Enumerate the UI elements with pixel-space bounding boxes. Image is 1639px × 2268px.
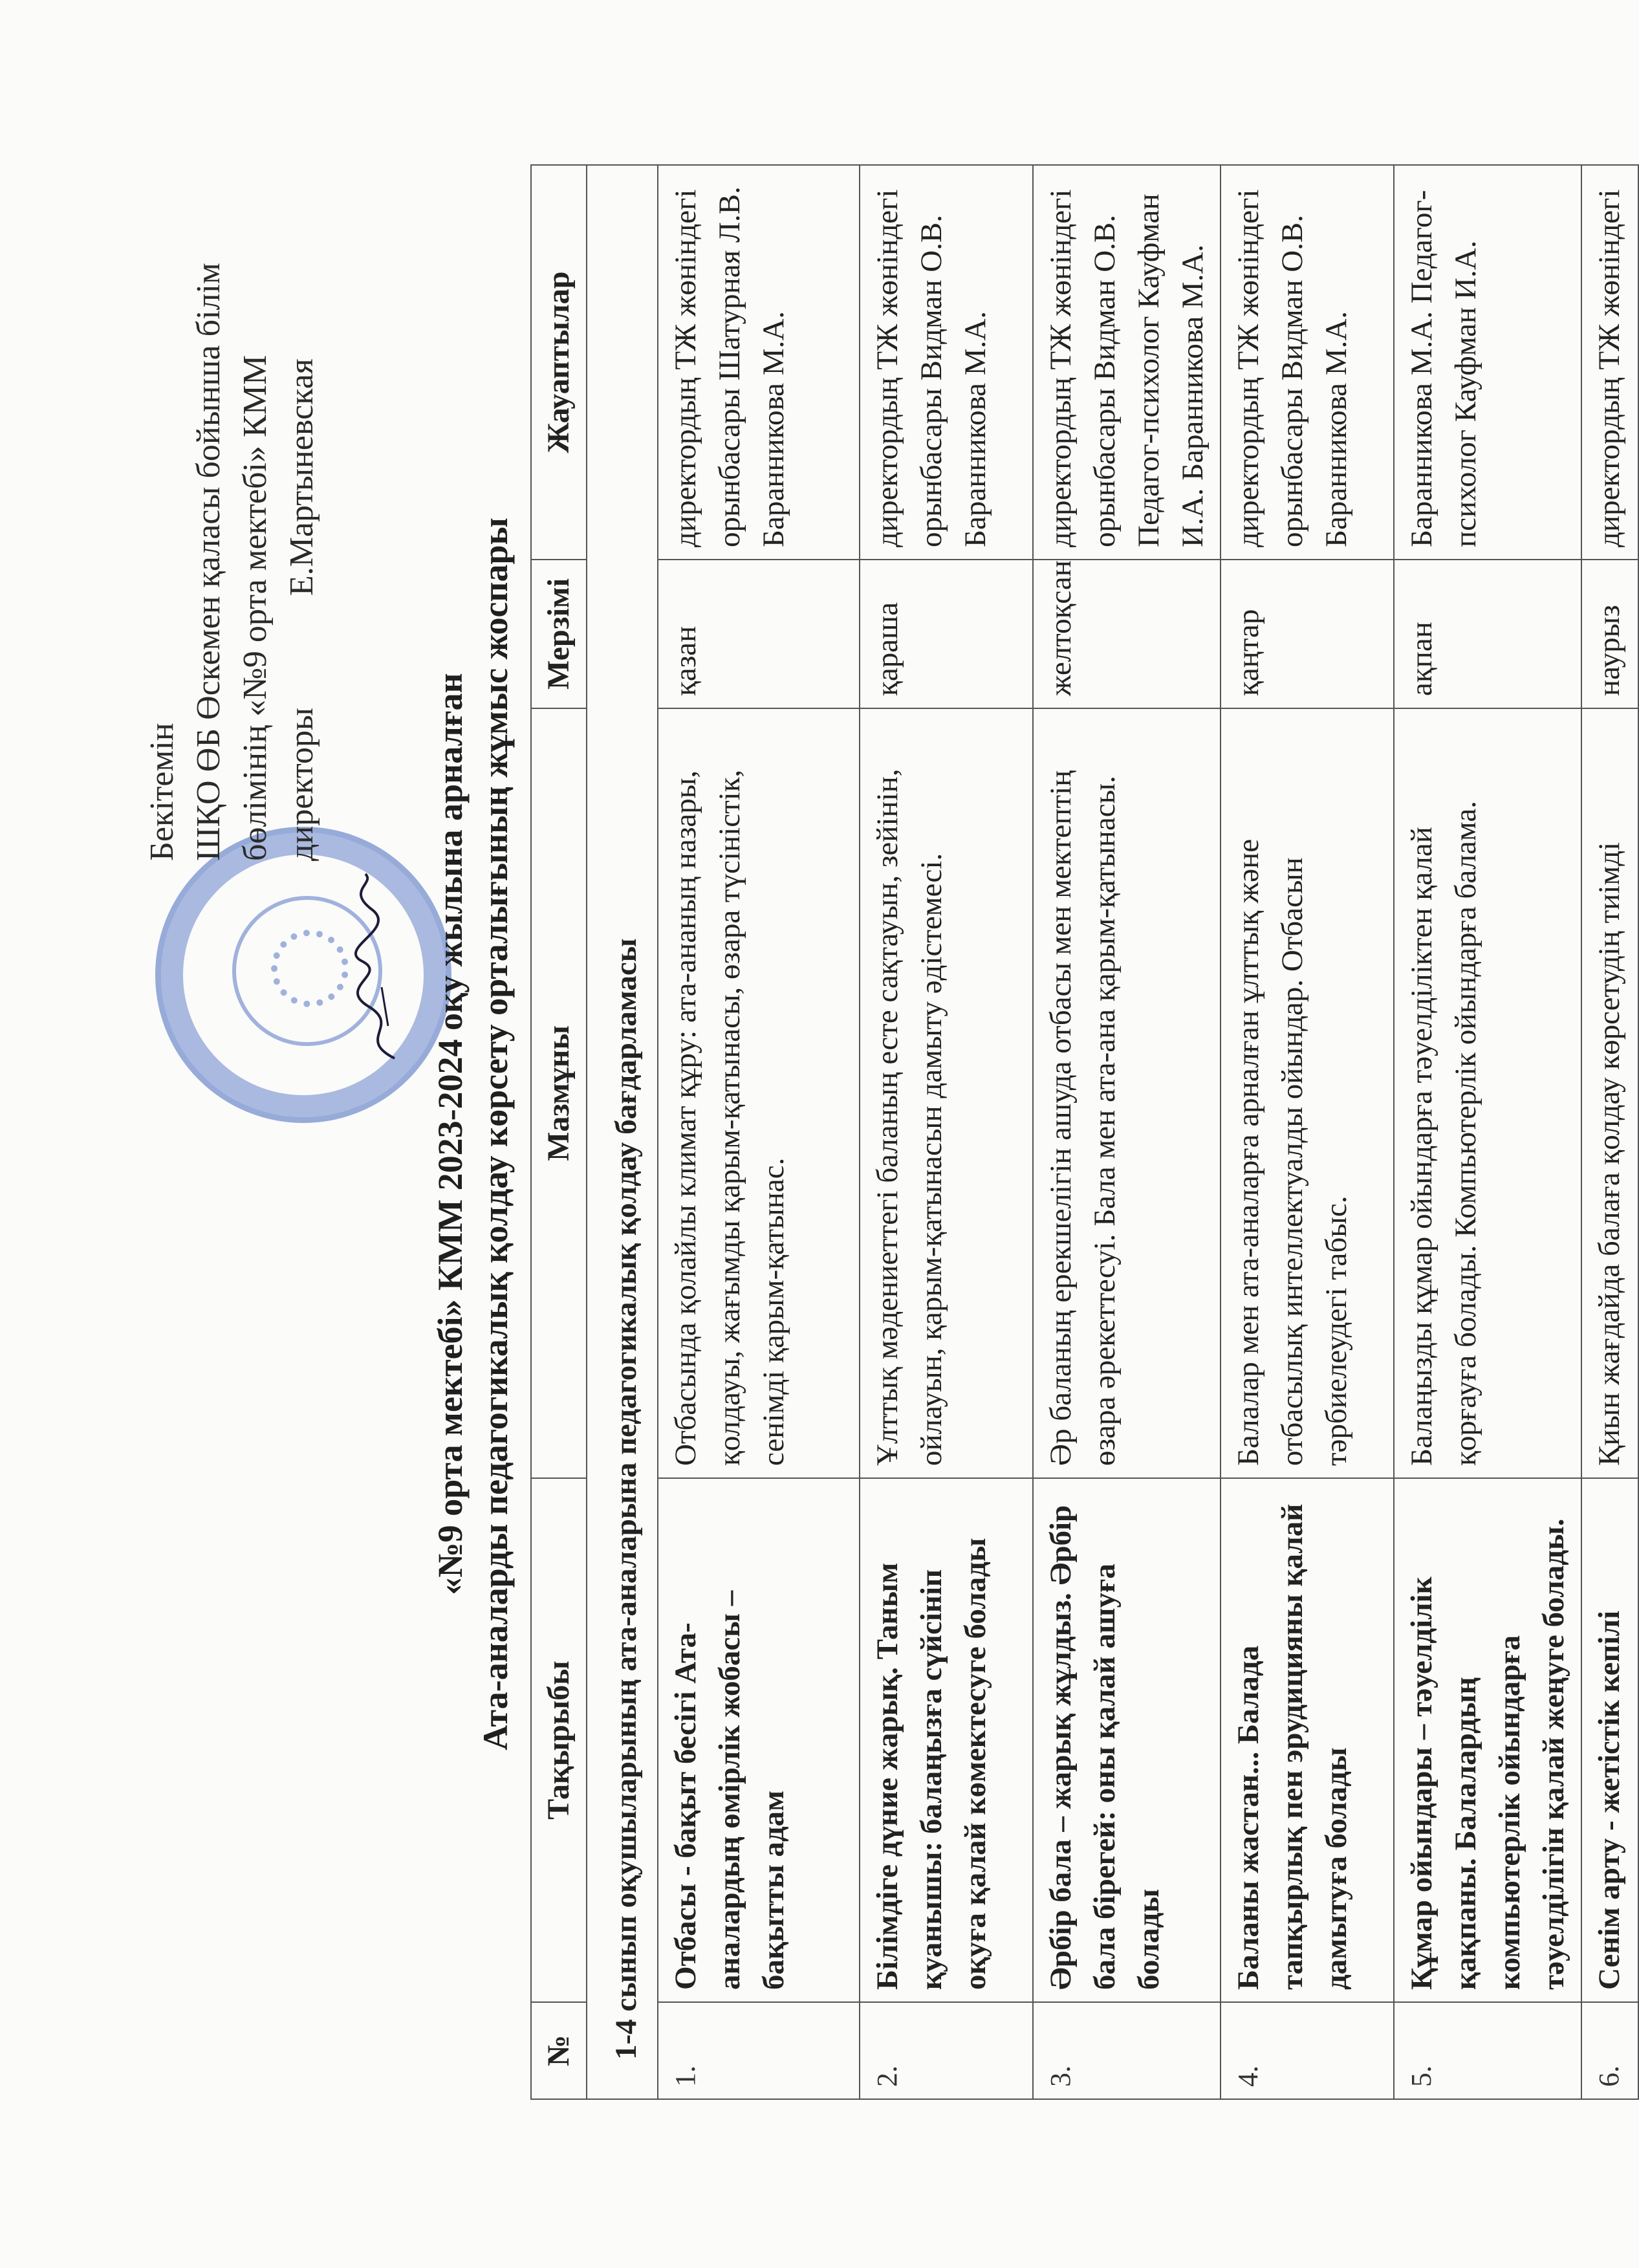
section-row: [587, 165, 658, 2099]
approval-position: директоры: [283, 708, 320, 861]
approval-name: Е.Мартыневская: [283, 358, 320, 596]
table-row: [1394, 165, 1581, 2099]
header-number: №: [531, 2002, 587, 2099]
signature: [349, 871, 407, 1065]
row-number: 2.: [860, 2002, 1033, 2099]
document-subtitle: Ата-аналарды педагогикалық қолдау көрсету орталығының жұмыс жоспары: [476, 518, 515, 1750]
row-content: Отбасында қолайлы климат құру: ата-ананың назары, қолдауы, жағымды қарым-қатынасы, өзара түсіністік, сенімді қарым-қатынас.: [658, 708, 860, 1478]
header-term: Мерзімі: [531, 560, 587, 708]
row-responsible: директордың ТЖ жөніндегі орынбасары Шатурная Л.В. Баранникова М.А.: [658, 165, 860, 560]
row-topic: Баланы жастан... Балада тапқырлық пен эрудицияны қалай дамытуға болады: [1221, 1478, 1394, 2002]
section-title: 1-4 сынып оқушыларының ата-аналарына педагогикалық қолдау бағдарламасы: [587, 165, 658, 2099]
approval-heading: Бекітемін: [144, 723, 180, 861]
row-content: Қиын жағдайда балаға қолдау көрсетудің тиімді: [1581, 708, 1638, 1478]
row-term: наурыз: [1581, 560, 1638, 708]
row-topic: Әрбір бала – жарық жұлдыз. Әрбір бала бірегей: оны қалай ашуға болады: [1033, 1478, 1221, 2002]
header-content: Мазмұны: [531, 708, 587, 1478]
row-term: қараша: [860, 560, 1033, 708]
table-row: [1581, 165, 1638, 2099]
row-responsible: директордың ТЖ жөніндегі орынбасары Видман О.В. Баранникова М.А.: [1221, 165, 1394, 560]
approval-org-line2: бөлімінің «№9 орта мектебі» КММ: [237, 354, 274, 861]
row-content: Әр баланың ерекшелігін ашуда отбасы мен мектептің өзара әрекеттесуі. Бала мен ата-ана қарым-қатынасы.: [1033, 708, 1221, 1478]
row-number: 5.: [1394, 2002, 1581, 2099]
row-term: ақпан: [1394, 560, 1581, 708]
table-row: [860, 165, 1033, 2099]
plan-table: [530, 164, 1639, 2100]
row-responsible: директордың ТЖ жөніндегі орынбасары Видман О.В. Баранникова М.А.: [860, 165, 1033, 560]
document-title: «№9 орта мектебі» КММ 2023-2024 оқу жылына арналған: [431, 673, 470, 1595]
table-row: [658, 165, 860, 2099]
row-content: Балалар мен ата-аналарға арналған ұлттық және отбасылық интеллектуалды ойындар. Отбасын тәрбиелеудегі табыс.: [1221, 708, 1394, 1478]
header-topic: Тақырыбы: [531, 1478, 587, 2002]
row-responsible: директордың ТЖ жөніндегі: [1581, 165, 1638, 560]
header-responsible: Жауаптылар: [531, 165, 587, 560]
approval-block: [139, 52, 325, 861]
table-row: [1033, 165, 1221, 2099]
row-topic: Отбасы - бақыт бесігі Ата-аналардың өмірлік жобасы – бақытты адам: [658, 1478, 860, 2002]
row-number: 6.: [1581, 2002, 1638, 2099]
row-responsible: директордың ТЖ жөніндегі орынбасары Видман О.В. Педагог-психолог Кауфман И.А. Баранникова М.А.: [1033, 165, 1221, 560]
table-row: [1221, 165, 1394, 2099]
table-header-row: [531, 165, 587, 2099]
row-responsible: Баранникова М.А. Педагог-психолог Кауфман И.А.: [1394, 165, 1581, 560]
row-topic: Сенім арту - жетістік кепілі: [1581, 1478, 1638, 2002]
stamp-emblem: [271, 930, 349, 1007]
approval-org-line1: ШҚО ӨБ Өскемен қаласы бойынша білім: [190, 263, 227, 861]
row-term: қазан: [658, 560, 860, 708]
row-term: желтоқсан: [1033, 560, 1221, 708]
row-topic: Білімдіге дүние жарық. Таным қуанышы: балаңызға сүйсініп оқуға қалай көмектесуге болады: [860, 1478, 1033, 2002]
row-number: 3.: [1033, 2002, 1221, 2099]
approval-signature-line: [279, 52, 325, 861]
row-term: қаңтар: [1221, 560, 1394, 708]
row-content: Балаңызды құмар ойындарға тәуелділіктен қалай қорғауға болады. Компьютерлік ойындарға балама.: [1394, 708, 1581, 1478]
row-topic: Құмар ойындары – тәуелділік қақпаны. Балалардың компьютерлік ойындарға тәуелділігін қалай жеңуге болады.: [1394, 1478, 1581, 2002]
row-number: 4.: [1221, 2002, 1394, 2099]
row-content: Ұлттық мәдениеттегі баланың есте сақтауын, зейінін, ойлауын, қарым-қатынасын дамыту әдістемесі.: [860, 708, 1033, 1478]
row-number: 1.: [658, 2002, 860, 2099]
